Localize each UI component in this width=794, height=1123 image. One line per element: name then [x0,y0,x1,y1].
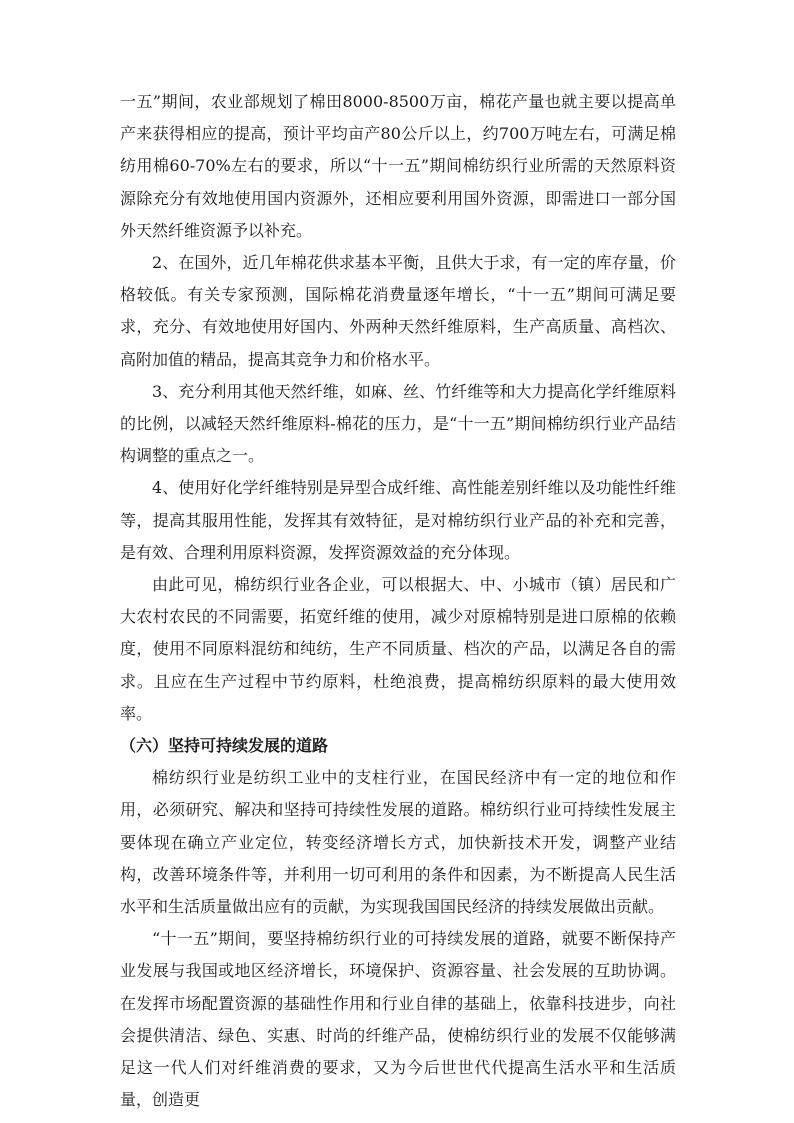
section-heading: （六）坚持可持续发展的道路 [120,736,329,756]
paragraph-item-4: 4、使用好化学纤维特别是异型合成纤维、高性能差别纤维以及功能性纤维等，提高其服用性能，发挥其有效特征，是对棉纺织行业产品的补充和完善，是有效、合理利用原料资源，发挥资源效益的充分体现。 [120,478,676,562]
section-paragraph-2: “十一五”期间，要坚持棉纺织行业的可持续发展的道路，就要不断保持产业发展与我国或地区经济增长，环境保护、资源容量、社会发展的互助协调。在发挥市场配置资源的基础性作用和行业自律的基础上，依靠科技进步，向社会提供清洁、绿色、实惠、时尚的纤维产品，使棉纺织行业的发展不仅能够满足这一代人们对纤维消费的要求，又为今后世世代代提高生活水平和生活质量，创造更 [120,929,676,1110]
paragraph-summary: 由此可见，棉纺织行业各企业，可以根据大、中、小城市（镇）居民和广大农村农民的不同需要，拓宽纤维的使用，减少对原棉特别是进口原棉的依赖度，使用不同原料混纺和纯纺，生产不同质量、档次的产品，以满足各自的需求。且应在生产过程中节约原料，杜绝浪费，提高棉纺织原料的最大使用效率。 [120,575,676,723]
paragraph-item-2: 2、在国外，近几年棉花供求基本平衡，且供大于求，有一定的库存量，价格较低。有关专家预测，国际棉花消费量逐年增长，“十一五”期间可满足要求，充分、有效地使用好国内、外两种天然纤维原料，生产高质量、高档次、高附加值的精品，提高其竞争力和价格水平。 [120,253,676,369]
section-paragraph-1: 棉纺织行业是纺织工业中的支柱行业，在国民经济中有一定的地位和作用，必须研究、解决和坚持可持续性发展的道路。棉纺织行业可持续性发展主要体现在确立产业定位，转变经济增长方式，加快新技术开发，调整产业结构，改善环境条件等，并利用一切可利用的条件和因素，为不断提高人民生活水平和生活质量做出应有的贡献，为实现我国国民经济的持续发展做出贡献。 [120,768,676,917]
document-page [120,86,676,1117]
paragraph-continuation: 一五”期间，农业部规划了棉田8000-8500万亩，棉花产量也就主要以提高单产来获得相应的提高，预计平均亩产80公斤以上，约700万吨左右，可满足棉纺用棉60-70%左右的要求，所以“十一五”期间棉纺织行业所需的天然原料资源除充分有效地使用国内资源外，还相应要利用国外资源，即需进口一部分国外天然纤维资源予以补充。 [120,92,676,240]
paragraph-item-3: 3、充分利用其他天然纤维，如麻、丝、竹纤维等和大力提高化学纤维原料的比例，以减轻天然纤维原料-棉花的压力，是“十一五”期间棉纺织行业产品结构调整的重点之一。 [120,381,676,466]
